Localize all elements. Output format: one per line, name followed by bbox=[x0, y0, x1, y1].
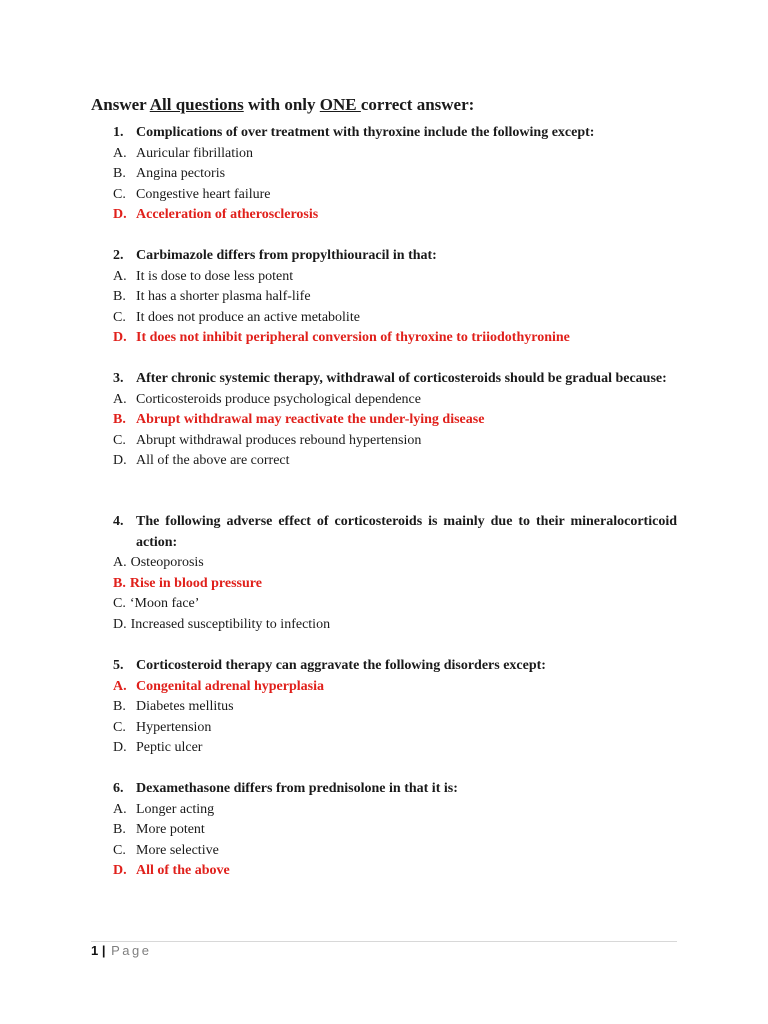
question-stem bbox=[113, 123, 677, 144]
question-stem bbox=[113, 246, 677, 267]
option-b bbox=[113, 820, 677, 841]
question-stem bbox=[113, 656, 677, 677]
page-number: 1 bbox=[91, 943, 99, 958]
question-2 bbox=[113, 246, 677, 349]
option-text: ‘Moon face’ bbox=[129, 596, 200, 611]
option-text: It does not produce an active metabolite bbox=[136, 309, 360, 325]
option-c bbox=[113, 594, 677, 615]
instruction-one: ONE bbox=[319, 95, 361, 114]
option-letter: A. bbox=[113, 678, 127, 694]
option-text: Osteoporosis bbox=[130, 555, 204, 570]
option-c bbox=[113, 308, 677, 329]
page-word: Page bbox=[111, 943, 152, 958]
option-text: Acceleration of atherosclerosis bbox=[136, 207, 319, 222]
footer-separator: | bbox=[98, 943, 110, 958]
question-5 bbox=[113, 656, 677, 759]
option-a bbox=[113, 144, 677, 165]
option-text: Angina pectoris bbox=[136, 166, 226, 181]
instruction-all-questions: All questions bbox=[149, 95, 244, 114]
option-d-correct bbox=[113, 861, 677, 882]
question-number: 4. bbox=[113, 514, 124, 529]
option-b bbox=[113, 697, 677, 718]
question-text: Carbimazole differs from propylthiouracil in that: bbox=[136, 248, 437, 263]
question-number: 6. bbox=[113, 781, 124, 796]
option-a bbox=[113, 267, 677, 288]
option-text: It has a shorter plasma half-life bbox=[136, 289, 311, 304]
option-text: It is dose to dose less potent bbox=[136, 268, 294, 284]
instruction-prefix: Answer bbox=[91, 95, 150, 114]
option-letter: B. bbox=[113, 822, 126, 837]
option-d-correct bbox=[113, 328, 677, 349]
option-letter: D. bbox=[113, 616, 127, 632]
option-text: Auricular fibrillation bbox=[136, 145, 254, 161]
option-letter: D. bbox=[113, 453, 127, 468]
option-c bbox=[113, 185, 677, 206]
option-letter: C. bbox=[113, 596, 126, 611]
option-text: Abrupt withdrawal may reactivate the under-lying disease bbox=[136, 412, 485, 427]
option-d bbox=[113, 738, 677, 759]
option-b bbox=[113, 164, 677, 185]
option-text: Congestive heart failure bbox=[136, 186, 271, 202]
option-text: Corticosteroids produce psychological dependence bbox=[136, 391, 421, 407]
question-number: 1. bbox=[113, 125, 124, 140]
question-6 bbox=[113, 779, 677, 882]
question-stem bbox=[113, 779, 677, 800]
option-letter: C. bbox=[113, 719, 126, 735]
question-text: Corticosteroid therapy can aggravate the following disorders except: bbox=[136, 658, 546, 673]
instruction-middle: with only bbox=[243, 95, 320, 114]
option-d-correct bbox=[113, 205, 677, 226]
option-a bbox=[113, 553, 677, 574]
question-3 bbox=[113, 369, 677, 472]
option-text: It does not inhibit peripheral conversion of thyroxine to triiodothyronine bbox=[136, 330, 570, 345]
option-text: Longer acting bbox=[136, 801, 215, 817]
question-text: The following adverse effect of corticosteroids is mainly due to their mineralocorticoid action: bbox=[136, 514, 677, 550]
question-stem bbox=[113, 512, 677, 553]
option-letter: C. bbox=[113, 186, 126, 202]
option-letter: D. bbox=[113, 863, 127, 878]
option-c bbox=[113, 718, 677, 739]
question-text: After chronic systemic therapy, withdrawal of corticosteroids should be gradual because: bbox=[136, 371, 667, 386]
option-d bbox=[113, 615, 677, 636]
page-footer bbox=[91, 943, 151, 958]
option-a bbox=[113, 390, 677, 411]
option-text: All of the above are correct bbox=[136, 453, 290, 468]
option-text: All of the above bbox=[136, 863, 230, 878]
option-letter: C. bbox=[113, 842, 126, 858]
option-letter: A. bbox=[113, 145, 127, 161]
question-1 bbox=[113, 123, 677, 226]
option-text: Congenital adrenal hyperplasia bbox=[136, 678, 324, 694]
option-letter: B. bbox=[113, 412, 126, 427]
option-b-correct bbox=[113, 574, 677, 595]
option-letter: D. bbox=[113, 207, 127, 222]
question-number: 5. bbox=[113, 658, 124, 673]
option-text: Peptic ulcer bbox=[136, 740, 203, 755]
option-text: Hypertension bbox=[136, 719, 212, 735]
option-text: Diabetes mellitus bbox=[136, 699, 234, 714]
option-letter: D. bbox=[113, 330, 127, 345]
instruction-suffix: correct answer: bbox=[360, 95, 475, 114]
option-letter: C. bbox=[113, 309, 126, 325]
option-a-correct bbox=[113, 677, 677, 698]
option-text: More potent bbox=[136, 822, 205, 837]
question-stem bbox=[113, 369, 677, 390]
option-c bbox=[113, 841, 677, 862]
footer-divider bbox=[91, 941, 677, 942]
option-d bbox=[113, 451, 677, 472]
question-text: Dexamethasone differs from prednisolone in that it is: bbox=[136, 781, 458, 796]
option-letter: A. bbox=[113, 555, 127, 570]
option-a bbox=[113, 800, 677, 821]
option-b bbox=[113, 287, 677, 308]
instruction-heading bbox=[91, 95, 474, 115]
option-letter: A. bbox=[113, 268, 127, 284]
option-b-correct bbox=[113, 410, 677, 431]
question-text: Complications of over treatment with thyroxine include the following except: bbox=[136, 125, 595, 140]
question-4 bbox=[113, 512, 677, 635]
option-text: More selective bbox=[136, 842, 219, 858]
option-letter: B. bbox=[113, 699, 126, 714]
option-letter: A. bbox=[113, 391, 127, 407]
option-text: Abrupt withdrawal produces rebound hypertension bbox=[136, 432, 422, 448]
option-text: Increased susceptibility to infection bbox=[130, 616, 331, 632]
option-text: Rise in blood pressure bbox=[129, 575, 262, 591]
option-c bbox=[113, 431, 677, 452]
option-letter: B. bbox=[113, 289, 126, 304]
option-letter: D. bbox=[113, 740, 127, 755]
question-number: 2. bbox=[113, 248, 124, 263]
question-number: 3. bbox=[113, 371, 124, 386]
option-letter: B. bbox=[113, 575, 126, 591]
option-letter: B. bbox=[113, 166, 126, 181]
option-letter: C. bbox=[113, 432, 126, 448]
option-letter: A. bbox=[113, 801, 127, 817]
